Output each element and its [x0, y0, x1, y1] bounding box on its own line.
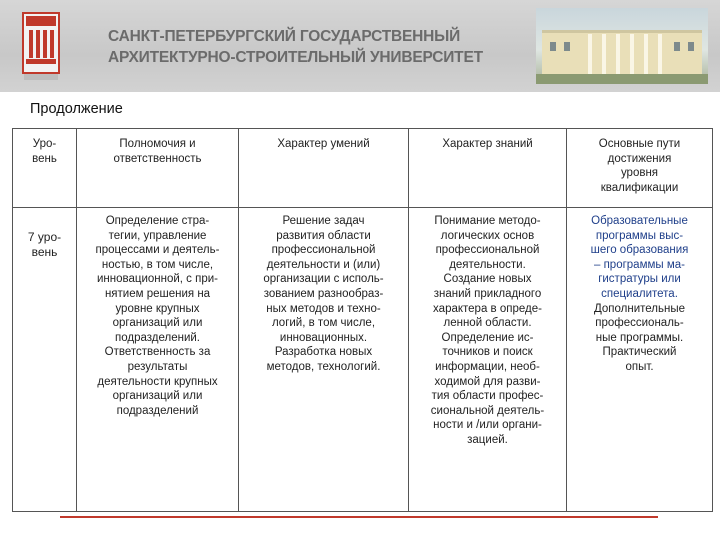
cell-level: 7 уро- вень: [13, 208, 77, 512]
header-level: Уро- вень: [13, 129, 77, 208]
cell-skills: Решение задач развития области профессиональной деятельности и (или) организации с исполь- зованием разнообраз- ных методов и техно- логий, в том числе, инновационных. Разработка новых методов, технологий.: [239, 208, 409, 512]
university-title-line2: АРХИТЕКТУРНО-СТРОИТЕЛЬНЫЙ УНИВЕРСИТЕТ: [108, 49, 483, 66]
cell-knowledge: Понимание методо- логических основ профессиональной деятельности. Создание новых знаний прикладного характера в опреде- ленной области. Определение ис- точников и поиск информации, необ- ходимой для разви- тия области профес- сиональной деятель- ности и /или органи- зацией.: [409, 208, 567, 512]
page-subtitle: Продолжение: [30, 101, 123, 117]
header-banner: [0, 0, 720, 92]
header-ways: Основные пути достижения уровня квалификации: [567, 129, 713, 208]
table-header-row: [13, 129, 713, 208]
header-authority: Полномочия и ответственность: [77, 129, 239, 208]
cell-ways: [567, 208, 713, 512]
header-skills: Характер умений: [239, 129, 409, 208]
university-title: [108, 26, 518, 68]
qualification-table: [12, 128, 713, 512]
ways-highlight-text: Образовательные программы выс- шего образования – программы ма- гистратуры или специалитета.: [590, 215, 689, 300]
logo-caption: [24, 74, 58, 80]
university-building-photo-icon: [536, 8, 708, 84]
ways-rest-text: Дополнительные профессиональ- ные программы. Практический опыт.: [593, 302, 686, 373]
header-knowledge: Характер знаний: [409, 129, 567, 208]
cell-authority: Определение стра- тегии, управление процессами и деятель- ностью, в том числе, инновационной, с при- нятием решения на уровне крупных организаций или подразделений. Ответственность за результаты деятельности крупных организаций или подразделений: [77, 208, 239, 512]
table-row: [13, 208, 713, 512]
footer-divider: [60, 516, 658, 518]
university-building-logo-icon: [22, 12, 60, 74]
university-title-line1: САНКТ-ПЕТЕРБУРГСКИЙ ГОСУДАРСТВЕННЫЙ: [108, 28, 461, 45]
